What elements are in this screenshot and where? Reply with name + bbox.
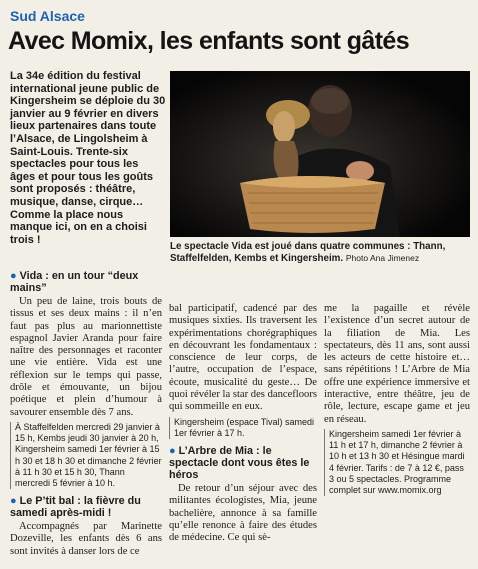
headline: Avec Momix, les enfants sont gâtés	[8, 27, 410, 55]
bullet-icon: ●	[10, 270, 17, 282]
bullet-icon: ●	[10, 495, 17, 508]
photo-credit: Photo Ana Jimenez	[345, 252, 420, 263]
puppet-photo-illustration	[170, 71, 470, 237]
ptitbal-body-continued: bal participatif, cadencé par des musiques sixties. Ils traversent les expérimentations chorégraphiques en découvrant les fondamentaux : conscience de leur corps, de l’autre, occupation de l’espace, écoute, musicalité du geste… De quoi révéler la star des dancefloors qui sommeille en eux.	[169, 303, 317, 413]
column-1	[10, 270, 162, 558]
arbre-body-start: De retour d’un séjour avec des militantes écologistes, Mia, jeune bachelière, annonce à sa famille qu’elle renonce à faire des études de médecine. Ce qui sè-	[169, 483, 317, 544]
column-2	[169, 303, 317, 545]
intro-paragraph: La 34e édition du festival international jeune public de Kingersheim se déploie du 30 janvier au 9 février en divers lieux partenaires dans toute l’Alsace, de Lingolsheim à Saint-Louis. Trente-six spectacles pour tous les âges et pour tous les goûts sont proposés : théâtre, musique, danse, cirque… Comme la place nous manque ici, on en a choisi trois !	[10, 70, 166, 246]
section-kicker: Sud Alsace	[10, 8, 85, 24]
bullet-icon: ●	[169, 445, 176, 458]
photo-caption	[170, 241, 470, 265]
arbre-body-continued: me la pagaille et révèle l’existence d’un secret autour de la filiation de Mia. Les spectateurs, dès 11 ans, sont aussi les acteurs de cette histoire et… sans répétitions ! L’Arbre de Mia offre une expérience immersive et interactive, entre théâtre, jeu de rôle, lecture, escape game et jeu en réseau.	[324, 303, 470, 425]
festival-url[interactable]: sur www.momix.org	[363, 484, 442, 495]
vida-title: ● Vida : en un tour “deux mains”	[10, 270, 139, 294]
vida-dates: À Staffelfelden mercredi 29 janvier à 15 h, Kembs jeudi 30 janvier à 20 h, Kingersheim samedi 1er février à 15 h 30 et 18 h 30 et dimanche 2 février à 11 h 30 et 15 h 30, Thann mercredi 5 février à 10 h.	[10, 422, 162, 489]
ptitbal-title: ● Le P’tit bal : la fièvre du samedi après-midi !	[10, 495, 141, 520]
ptitbal-dates: Kingersheim (espace Tival) samedi 1er février à 17 h.	[169, 417, 317, 439]
ptitbal-body-start: Accompagnés par Marinette Dozeville, les enfants dès 6 ans sont invités à danser lors de ce	[10, 521, 162, 557]
column-3	[324, 303, 470, 496]
puppet-photo	[170, 71, 470, 237]
arbre-title: ● L’Arbre de Mia : le spectacle dont vous êtes le héros	[169, 445, 310, 482]
vida-body: Un peu de laine, trois bouts de tissus et ses deux mains : il n’en faut pas plus au marionnettiste espagnol Javier Aranda pour faire naître des personnages et raconter une vie entière. Vida est une réflexion sur le temps qui passe, drôle et émouvante, un bijou poétique et plein d’humour à savourer ensemble dès 7 ans.	[10, 296, 162, 418]
arbre-dates: Kingersheim samedi 1er février à 11 h et 17 h, dimanche 2 février à 10 h et 13 h 30 et Hésingue mardi 4 février. Tarifs : de 7 à 12 €, pass 3 ou 5 spectacles. Programme complet sur www.momix.org	[324, 429, 470, 496]
caption-text: Le spectacle Vida est joué dans quatre communes : Thann, Staffelfelden, Kembs et Kingersheim.	[170, 241, 446, 264]
